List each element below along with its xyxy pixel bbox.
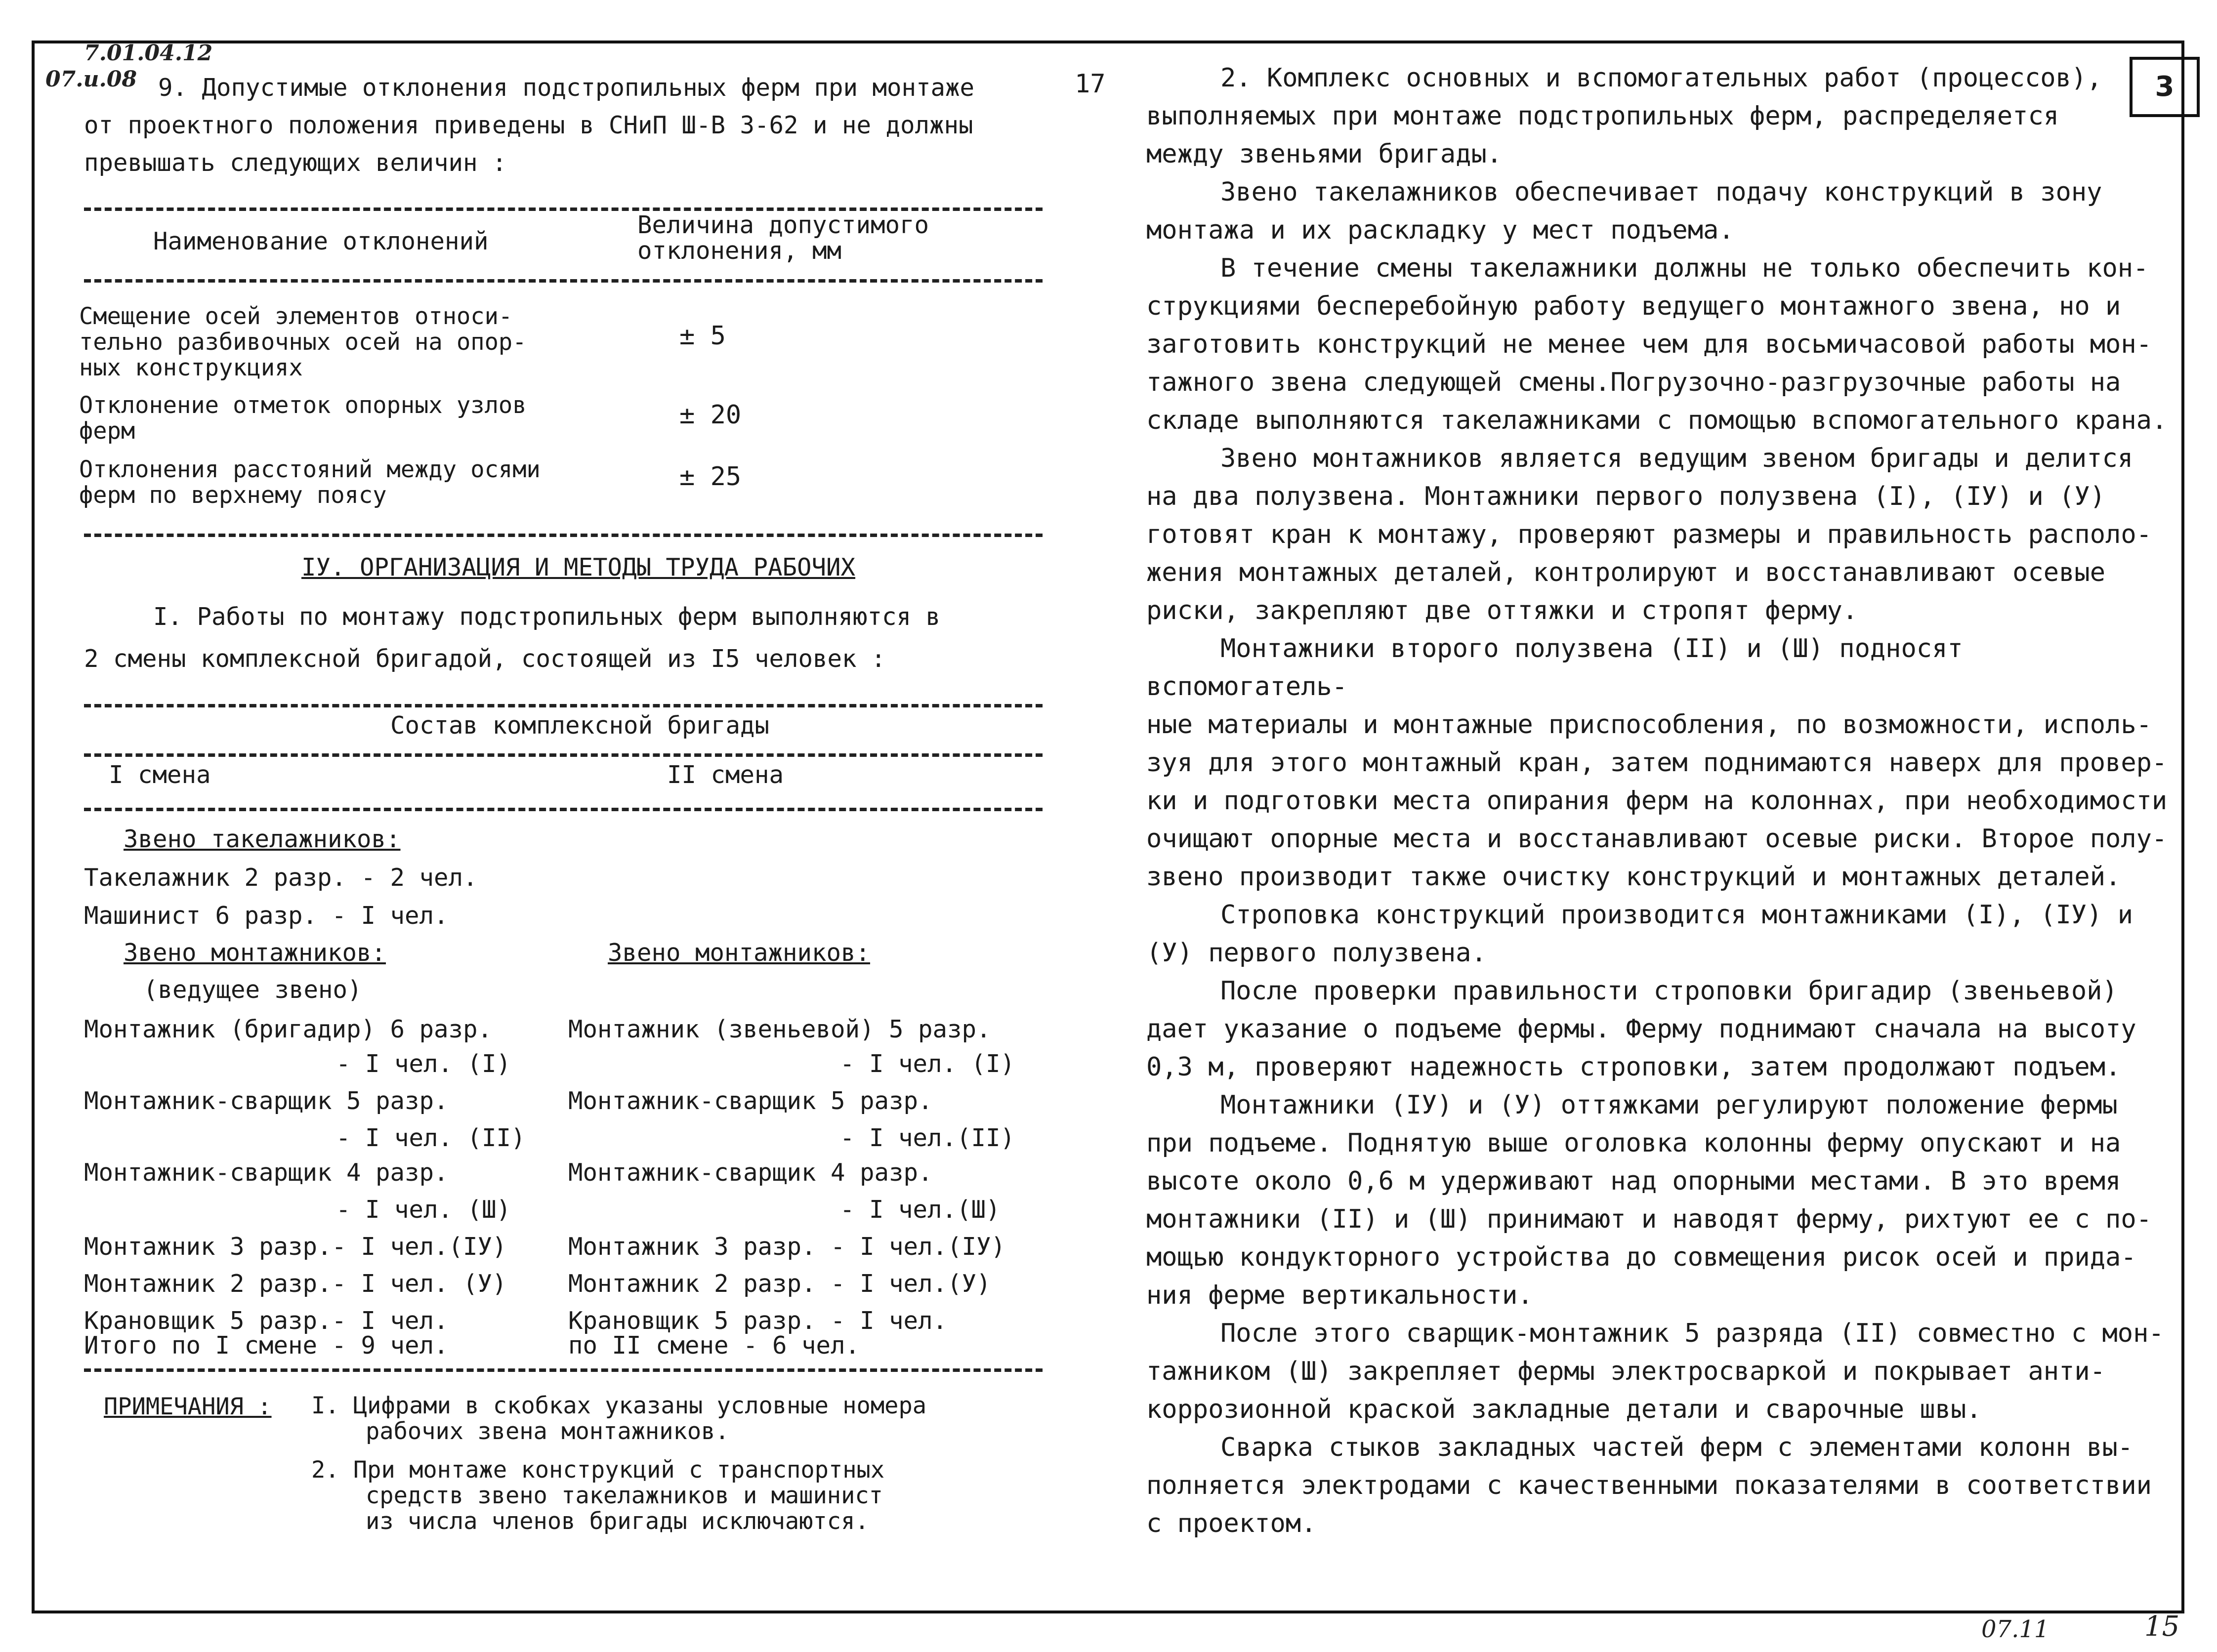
paragraph xyxy=(1146,1086,2174,1315)
paragraph-line: Строповка конструкций производится монтажниками (I), (IУ) и xyxy=(1220,900,2133,930)
paragraph-line: монтажники (II) и (Ш) принимают и наводят ферму, рихтуют ее с по- xyxy=(1146,1204,2152,1234)
paragraph-line: В течение смены такелажники должны не только обеспечить кон- xyxy=(1220,253,2149,283)
paragraph xyxy=(1146,630,2174,896)
item-9-line: превышать следующих величин : xyxy=(84,149,507,177)
paragraph-line: монтажа и их раскладку у мест подъема. xyxy=(1146,215,1734,245)
shift-1-item: - I чел. (Ш) xyxy=(336,1196,511,1224)
table-divider xyxy=(84,279,1043,283)
paragraph-line: После этого сварщик-монтажник 5 разряда (II) совместно с мон- xyxy=(1220,1319,2164,1348)
paragraph-line: ния ферме вертикальности. xyxy=(1146,1280,1533,1310)
paragraph xyxy=(1146,173,2174,249)
doc-code-handwritten-2: 07.и.08 xyxy=(45,67,137,92)
paragraph xyxy=(1146,249,2174,440)
paragraph-line: коррозионной краской закладные детали и сварочные швы. xyxy=(1146,1395,1982,1424)
paragraph-line: дает указание о подъеме фермы. Ферму поднимают сначала на высоту xyxy=(1146,1014,2136,1044)
item-9-line: от проектного положения приведены в СНиП Ш-В 3-62 и не должны xyxy=(84,111,973,139)
item-1-line: I. Работы по монтажу подстропильных ферм выполняются в xyxy=(153,603,941,631)
item-9-line: 9. Допустимые отклонения подстропильных ферм при монтаже xyxy=(158,74,975,102)
brigade-title: Состав комплексной бригады xyxy=(390,711,770,740)
shift-1-item: - I чел. (II) xyxy=(336,1124,526,1152)
paragraph-line: готовят кран к монтажу, проверяют размеры и правильность располо- xyxy=(1146,520,2152,549)
table-cell: тельно разбивочных осей на опор- xyxy=(79,329,527,356)
paragraph-line: с проектом. xyxy=(1146,1509,1317,1538)
table-cell: ферм по верхнему поясу xyxy=(79,482,387,509)
paragraph xyxy=(1146,59,2174,173)
table-header-value-line: Величина допустимого xyxy=(637,211,929,239)
paragraph-line: между звеньями бригады. xyxy=(1146,139,1503,169)
shift-1-item: Монтажник (бригадир) 6 разр. xyxy=(84,1015,493,1043)
paragraph-line: 2. Комплекс основных и вспомогательных работ (процессов), xyxy=(1220,63,2102,93)
paragraph-line: Сварка стыков закладных частей ферм с элементами колонн вы- xyxy=(1220,1433,2133,1462)
table-row-value: ± 25 xyxy=(679,462,742,492)
rigger-item: Такелажник 2 разр. - 2 чел. xyxy=(84,864,478,892)
table-divider xyxy=(84,534,1043,537)
paragraph xyxy=(1146,1315,2174,1429)
brigade-divider xyxy=(84,753,1043,757)
table-header-value xyxy=(637,212,929,264)
shift-1-item: Монтажник-сварщик 5 разр. xyxy=(84,1087,449,1115)
shift-1-item: Крановщик 5 разр.- I чел. xyxy=(84,1307,449,1335)
shift-1-total: Итого по I смене - 9 чел. xyxy=(84,1331,449,1360)
paragraph-line: Монтажники (IУ) и (У) оттяжками регулируют положение фермы xyxy=(1220,1090,2118,1120)
note-line: из числа членов бригады исключаются. xyxy=(366,1508,869,1535)
shift-2-header: II смена xyxy=(667,761,784,789)
paragraph xyxy=(1146,896,2174,972)
paragraph xyxy=(1146,440,2174,630)
lead-note: (ведущее звено) xyxy=(143,976,362,1004)
brigade-divider xyxy=(84,704,1043,707)
shift-2-total: по II смене - 6 чел. xyxy=(568,1331,860,1360)
paragraph-line: тажником (Ш) закрепляет фермы электросваркой и покрывает анти- xyxy=(1146,1357,2106,1386)
mounters-heading-shift-2: Звено монтажников: xyxy=(608,939,871,967)
shift-2-item: Монтажник-сварщик 4 разр. xyxy=(568,1158,933,1187)
sheet-number: 3 xyxy=(2155,71,2175,103)
left-page-number: 17 xyxy=(1075,69,1106,99)
shift-1-header: I смена xyxy=(109,761,211,789)
note-line: 2. При монтаже конструкций с транспортных xyxy=(311,1456,885,1484)
table-row-value: ± 20 xyxy=(679,400,742,430)
paragraph-line: складе выполняются такелажниками с помощью вспомогательного крана. xyxy=(1146,406,2168,435)
paragraph-line: После проверки правильности строповки бригадир (звеньевой) xyxy=(1220,976,2118,1006)
paragraph-line: заготовить конструкций не менее чем для восьмичасовой работы мон- xyxy=(1146,330,2152,359)
table-cell: ных конструкциях xyxy=(79,354,303,381)
shift-2-item: Крановщик 5 разр. - I чел. xyxy=(568,1307,948,1335)
shift-1-item: Монтажник-сварщик 4 разр. xyxy=(84,1158,449,1187)
shift-2-item: - I чел.(II) xyxy=(840,1124,1015,1152)
paragraph-line: жения монтажных деталей, контролируют и восстанавливают осевые xyxy=(1146,558,2106,587)
notes-label: ПРИМЕЧАНИЯ : xyxy=(104,1393,272,1420)
note-1 xyxy=(311,1393,926,1445)
brigade-divider xyxy=(84,1368,1043,1372)
shift-2-item: - I чел. (I) xyxy=(840,1050,1015,1078)
table-row-name xyxy=(79,457,541,508)
paragraph-line: высоте около 0,6 м удерживают над опорными местами. В это время xyxy=(1146,1166,2121,1196)
paragraph-line: при подъеме. Поднятую выше оголовка колонны ферму опускают и на xyxy=(1146,1128,2121,1158)
table-header-name: Наименование отклонений xyxy=(153,227,489,255)
paragraph-line: ки и подготовки места опирания ферм на колоннах, при необходимости xyxy=(1146,786,2168,816)
paragraph-line: риски, закрепляют две оттяжки и стропят ферму. xyxy=(1146,596,1858,625)
doc-code-handwritten: 7.01.04.12 xyxy=(84,41,213,66)
paragraph-line: зуя для этого монтажный кран, затем поднимаются наверх для провер- xyxy=(1146,748,2168,778)
paragraph xyxy=(1146,972,2174,1086)
paragraph-line: (У) первого полузвена. xyxy=(1146,938,1487,968)
paragraph-line: очищают опорные места и восстанавливают осевые риски. Второе полу- xyxy=(1146,824,2168,854)
table-cell: Отклонение отметок опорных узлов xyxy=(79,392,527,419)
paragraph-line: мощью кондукторного устройства до совмещения рисок осей и прида- xyxy=(1146,1242,2136,1272)
paragraph-line: Звено монтажников является ведущим звеном бригады и делится xyxy=(1220,444,2133,473)
paragraph-line: тажного звена следующей смены.Погрузочно-разгрузочные работы на xyxy=(1146,368,2121,397)
paragraph-line: выполняемых при монтаже подстропильных ферм, распределяется xyxy=(1146,101,2059,131)
paragraph-line: ные материалы и монтажные приспособления, по возможности, исполь- xyxy=(1146,710,2152,740)
table-row-name xyxy=(79,304,526,381)
footer-code: 07.11 xyxy=(1981,1615,2050,1643)
table-cell: Отклонения расстояний между осями xyxy=(79,456,541,483)
shift-1-item: Монтажник 2 разр.- I чел. (У) xyxy=(84,1270,507,1298)
paragraph-line: 0,3 м, проверяют надежность строповки, затем продолжают подъем. xyxy=(1146,1052,2121,1082)
shift-2-item: - I чел.(Ш) xyxy=(840,1196,1001,1224)
table-divider xyxy=(84,207,1043,211)
table-row-value: ± 5 xyxy=(679,321,726,351)
shift-2-item: Монтажник (звеньевой) 5 разр. xyxy=(568,1015,991,1043)
paragraph-line: Монтажники второго полузвена (II) и (Ш) подносят вспомогатель- xyxy=(1146,634,1963,702)
item-9-cont xyxy=(84,107,973,182)
note-line: средств звено такелажников и машинист xyxy=(366,1482,883,1509)
table-cell: Смещение осей элементов относи- xyxy=(79,303,513,330)
note-line: рабочих звена монтажников. xyxy=(366,1418,729,1445)
section-title: IУ. ОРГАНИЗАЦИЯ И МЕТОДЫ ТРУДА РАБОЧИХ xyxy=(301,553,856,581)
paragraph xyxy=(1146,1429,2174,1543)
shift-1-item: Монтажник 3 разр.- I чел.(IУ) xyxy=(84,1233,507,1261)
table-row-name xyxy=(79,393,526,444)
paragraph-line: звено производит также очистку конструкций и монтажных деталей. xyxy=(1146,862,2121,892)
right-text xyxy=(1146,59,2174,1543)
shift-2-item: Монтажник-сварщик 5 разр. xyxy=(568,1087,933,1115)
item-9 xyxy=(158,69,974,107)
rigger-item: Машинист 6 разр. - I чел. xyxy=(84,902,449,930)
paragraph-line: струкциями бесперебойную работу ведущего монтажного звена, но и xyxy=(1146,291,2121,321)
footer-page-number: 15 xyxy=(2144,1611,2180,1643)
table-cell: ферм xyxy=(79,417,135,445)
brigade-divider xyxy=(84,808,1043,811)
item-1-line: 2 смены комплексной бригадой, состоящей из I5 человек : xyxy=(84,645,886,673)
paragraph-line: полняется электродами с качественными показателями в соответствии xyxy=(1146,1471,2152,1500)
note-2 xyxy=(311,1457,884,1534)
shift-1-item: - I чел. (I) xyxy=(336,1050,511,1078)
riggers-heading: Звено такелажников: xyxy=(124,825,401,853)
note-line: I. Цифрами в скобках указаны условные номера xyxy=(311,1392,927,1419)
paragraph-line: на два полузвена. Монтажники первого полузвена (I), (IУ) и (У) xyxy=(1146,482,2106,511)
table-header-value-line: отклонения, мм xyxy=(637,237,842,265)
mounters-heading-shift-1: Звено монтажников: xyxy=(124,939,386,967)
shift-2-item: Монтажник 2 разр. - I чел.(У) xyxy=(568,1270,991,1298)
shift-2-item: Монтажник 3 разр. - I чел.(IУ) xyxy=(568,1233,1006,1261)
paragraph-line: Звено такелажников обеспечивает подачу конструкций в зону xyxy=(1220,177,2102,207)
